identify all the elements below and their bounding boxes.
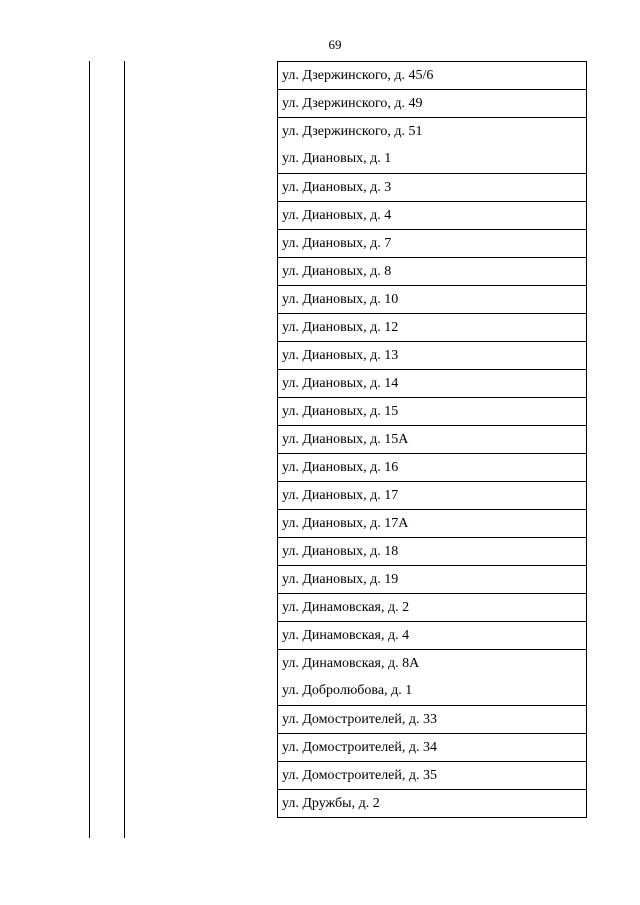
table-row	[278, 286, 587, 314]
table-row	[278, 90, 587, 118]
table-row	[278, 398, 587, 426]
table-row	[278, 538, 587, 566]
table-row	[278, 342, 587, 370]
address-cell: ул. Домостроителей, д. 35	[278, 762, 587, 790]
table-row	[278, 762, 587, 790]
address-cell: ул. Диановых, д. 17	[278, 482, 587, 510]
address-cell: ул. Динамовская, д. 8А	[278, 650, 587, 678]
page-number: 69	[328, 37, 342, 52]
address-cell: ул. Диановых, д. 12	[278, 314, 587, 342]
table-row	[278, 622, 587, 650]
address-cell: ул. Диановых, д. 13	[278, 342, 587, 370]
table-row	[278, 566, 587, 594]
table-row	[278, 146, 587, 174]
table-row	[278, 118, 587, 146]
address-cell: ул. Диановых, д. 10	[278, 286, 587, 314]
address-cell: ул. Диановых, д. 8	[278, 258, 587, 286]
table-column-divider-left	[89, 61, 90, 838]
table-row	[278, 678, 587, 706]
table-row	[278, 230, 587, 258]
table-row	[278, 174, 587, 202]
address-cell: ул. Диановых, д. 18	[278, 538, 587, 566]
table-row	[278, 454, 587, 482]
address-cell: ул. Дзержинского, д. 49	[278, 90, 587, 118]
address-cell: ул. Диановых, д. 1	[278, 146, 587, 174]
table-row	[278, 650, 587, 678]
address-table	[277, 61, 587, 818]
address-cell: ул. Диановых, д. 14	[278, 370, 587, 398]
address-cell: ул. Диановых, д. 17А	[278, 510, 587, 538]
table-row	[278, 370, 587, 398]
table-row	[278, 790, 587, 818]
address-table-body	[278, 62, 587, 818]
table-row	[278, 426, 587, 454]
address-cell: ул. Диановых, д. 16	[278, 454, 587, 482]
table-row	[278, 62, 587, 90]
address-cell: ул. Добролюбова, д. 1	[278, 678, 587, 706]
address-cell: ул. Динамовская, д. 2	[278, 594, 587, 622]
table-row	[278, 594, 587, 622]
table-row	[278, 706, 587, 734]
table-row	[278, 734, 587, 762]
address-cell: ул. Динамовская, д. 4	[278, 622, 587, 650]
table-row	[278, 510, 587, 538]
address-cell: ул. Диановых, д. 15А	[278, 426, 587, 454]
address-cell: ул. Диановых, д. 19	[278, 566, 587, 594]
address-cell: ул. Диановых, д. 3	[278, 174, 587, 202]
address-cell: ул. Диановых, д. 4	[278, 202, 587, 230]
table-row	[278, 482, 587, 510]
address-cell: ул. Домостроителей, д. 33	[278, 706, 587, 734]
address-cell: ул. Диановых, д. 7	[278, 230, 587, 258]
address-cell: ул. Дзержинского, д. 45/6	[278, 62, 587, 90]
table-row	[278, 202, 587, 230]
table-row	[278, 258, 587, 286]
address-cell: ул. Домостроителей, д. 34	[278, 734, 587, 762]
table-row	[278, 314, 587, 342]
address-cell: ул. Диановых, д. 15	[278, 398, 587, 426]
address-cell: ул. Дружбы, д. 2	[278, 790, 587, 818]
table-column-divider-middle	[124, 61, 125, 838]
address-cell: ул. Дзержинского, д. 51	[278, 118, 587, 146]
